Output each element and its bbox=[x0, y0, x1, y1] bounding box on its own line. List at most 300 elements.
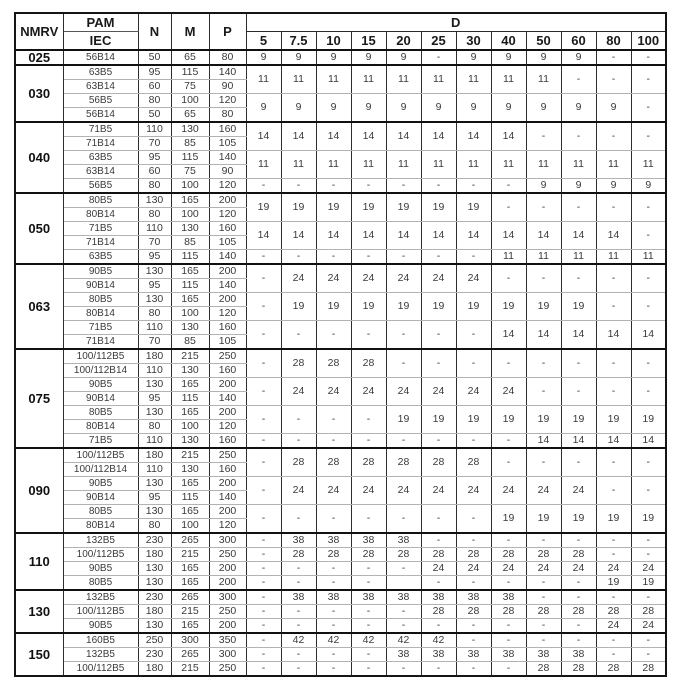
d-value-cell: 11 bbox=[491, 65, 526, 94]
d-value-cell: - bbox=[596, 293, 631, 321]
col-header-ratio-10: 10 bbox=[316, 32, 351, 51]
d-value-cell: 11 bbox=[526, 151, 561, 179]
d-value-cell: 24 bbox=[386, 378, 421, 406]
d-value-cell: 24 bbox=[316, 264, 351, 293]
d-value-cell: - bbox=[246, 619, 281, 634]
m-value-cell: 100 bbox=[171, 307, 209, 321]
d-value-cell: - bbox=[316, 662, 351, 677]
n-value-cell: 130 bbox=[138, 562, 171, 576]
col-header-d: D bbox=[246, 13, 666, 32]
n-value-cell: 130 bbox=[138, 505, 171, 519]
table-row bbox=[15, 193, 666, 208]
m-value-cell: 130 bbox=[171, 122, 209, 137]
p-value-cell: 200 bbox=[209, 576, 246, 591]
m-value-cell: 85 bbox=[171, 236, 209, 250]
d-value-cell: - bbox=[421, 533, 456, 548]
m-value-cell: 165 bbox=[171, 406, 209, 420]
d-value-cell: 19 bbox=[631, 406, 666, 434]
d-value-cell: 24 bbox=[561, 562, 596, 576]
d-value-cell: 19 bbox=[491, 293, 526, 321]
m-value-cell: 115 bbox=[171, 279, 209, 293]
d-value-cell: - bbox=[491, 619, 526, 634]
m-value-cell: 215 bbox=[171, 548, 209, 562]
d-value-cell: 14 bbox=[246, 222, 281, 250]
d-value-cell: - bbox=[421, 250, 456, 265]
d-value-cell: 19 bbox=[351, 293, 386, 321]
iec-flange-cell: 80B14 bbox=[63, 208, 138, 222]
d-value-cell: - bbox=[456, 533, 491, 548]
p-value-cell: 160 bbox=[209, 321, 246, 335]
p-value-cell: 140 bbox=[209, 65, 246, 80]
iec-flange-cell: 71B5 bbox=[63, 321, 138, 335]
iec-flange-cell: 80B5 bbox=[63, 576, 138, 591]
iec-flange-cell: 71B5 bbox=[63, 222, 138, 236]
d-value-cell: - bbox=[351, 406, 386, 434]
d-value-cell: 9 bbox=[491, 50, 526, 65]
d-value-cell: 19 bbox=[421, 406, 456, 434]
m-value-cell: 65 bbox=[171, 50, 209, 65]
d-value-cell: 28 bbox=[456, 548, 491, 562]
col-header-iec: IEC bbox=[63, 32, 138, 51]
d-value-cell: 24 bbox=[421, 477, 456, 505]
d-value-cell: 24 bbox=[281, 378, 316, 406]
d-value-cell: 19 bbox=[526, 406, 561, 434]
d-value-cell: 38 bbox=[421, 590, 456, 605]
d-value-cell: - bbox=[421, 576, 456, 591]
d-value-cell: - bbox=[246, 605, 281, 619]
nmrv-size-label: 030 bbox=[15, 65, 63, 122]
p-value-cell: 250 bbox=[209, 548, 246, 562]
d-value-cell: 28 bbox=[421, 448, 456, 477]
d-value-cell: - bbox=[561, 264, 596, 293]
n-value-cell: 130 bbox=[138, 193, 171, 208]
n-value-cell: 230 bbox=[138, 533, 171, 548]
p-value-cell: 160 bbox=[209, 222, 246, 236]
d-value-cell: - bbox=[351, 662, 386, 677]
d-value-cell: 38 bbox=[316, 533, 351, 548]
d-value-cell: - bbox=[351, 562, 386, 576]
d-value-cell: - bbox=[631, 65, 666, 94]
d-value-cell: 24 bbox=[456, 477, 491, 505]
d-value-cell: - bbox=[281, 576, 316, 591]
d-value-cell: - bbox=[351, 505, 386, 534]
d-value-cell: 24 bbox=[456, 378, 491, 406]
iec-flange-cell: 100/112B5 bbox=[63, 548, 138, 562]
iec-flange-cell: 56B5 bbox=[63, 94, 138, 108]
d-value-cell: 9 bbox=[456, 94, 491, 123]
d-value-cell: 38 bbox=[316, 590, 351, 605]
d-value-cell: 28 bbox=[386, 448, 421, 477]
iec-flange-cell: 132B5 bbox=[63, 648, 138, 662]
d-value-cell: 19 bbox=[561, 406, 596, 434]
d-value-cell: 38 bbox=[281, 590, 316, 605]
d-value-cell: 24 bbox=[421, 264, 456, 293]
d-value-cell: - bbox=[631, 349, 666, 378]
col-header-ratio-7-5: 7.5 bbox=[281, 32, 316, 51]
d-value-cell: - bbox=[281, 619, 316, 634]
nmrv-size-label: 040 bbox=[15, 122, 63, 193]
d-value-cell: 28 bbox=[281, 349, 316, 378]
iec-flange-cell: 90B5 bbox=[63, 477, 138, 491]
d-value-cell: 11 bbox=[351, 151, 386, 179]
n-value-cell: 110 bbox=[138, 122, 171, 137]
d-value-cell: 19 bbox=[491, 406, 526, 434]
d-value-cell: 11 bbox=[456, 151, 491, 179]
n-value-cell: 130 bbox=[138, 576, 171, 591]
table-row bbox=[15, 434, 666, 449]
p-value-cell: 300 bbox=[209, 533, 246, 548]
d-value-cell: 9 bbox=[561, 179, 596, 194]
table-row bbox=[15, 349, 666, 364]
d-value-cell: - bbox=[561, 448, 596, 477]
d-value-cell: 14 bbox=[386, 122, 421, 151]
iec-flange-cell: 100/112B5 bbox=[63, 448, 138, 463]
p-value-cell: 105 bbox=[209, 236, 246, 250]
d-value-cell: 28 bbox=[631, 605, 666, 619]
d-value-cell: - bbox=[561, 590, 596, 605]
d-value-cell: - bbox=[631, 477, 666, 505]
d-value-cell: - bbox=[316, 648, 351, 662]
table-row bbox=[15, 590, 666, 605]
n-value-cell: 95 bbox=[138, 279, 171, 293]
table-row bbox=[15, 562, 666, 576]
table-row bbox=[15, 94, 666, 108]
iec-flange-cell: 100/112B14 bbox=[63, 364, 138, 378]
nmrv-size-label: 130 bbox=[15, 590, 63, 633]
d-value-cell: 19 bbox=[596, 576, 631, 591]
d-value-cell: - bbox=[281, 406, 316, 434]
d-value-cell: - bbox=[561, 576, 596, 591]
d-value-cell: 42 bbox=[316, 633, 351, 648]
spec-table-body bbox=[15, 50, 666, 676]
d-value-cell: 24 bbox=[526, 477, 561, 505]
n-value-cell: 110 bbox=[138, 321, 171, 335]
d-value-cell: - bbox=[386, 619, 421, 634]
d-value-cell: - bbox=[456, 321, 491, 350]
d-value-cell: - bbox=[386, 179, 421, 194]
p-value-cell: 200 bbox=[209, 406, 246, 420]
table-row bbox=[15, 222, 666, 236]
d-value-cell: 11 bbox=[386, 151, 421, 179]
d-value-cell: - bbox=[421, 50, 456, 65]
d-value-cell: - bbox=[631, 448, 666, 477]
col-header-ratio-50: 50 bbox=[526, 32, 561, 51]
col-header-ratio-100: 100 bbox=[631, 32, 666, 51]
d-value-cell: - bbox=[456, 250, 491, 265]
d-value-cell: 19 bbox=[316, 293, 351, 321]
d-value-cell: - bbox=[351, 576, 386, 591]
m-value-cell: 165 bbox=[171, 264, 209, 279]
n-value-cell: 95 bbox=[138, 65, 171, 80]
d-value-cell: 14 bbox=[421, 122, 456, 151]
d-value-cell: 11 bbox=[596, 151, 631, 179]
p-value-cell: 200 bbox=[209, 619, 246, 634]
table-row bbox=[15, 533, 666, 548]
col-header-ratio-5: 5 bbox=[246, 32, 281, 51]
nmrv-size-label: 025 bbox=[15, 50, 63, 65]
d-value-cell: 28 bbox=[421, 548, 456, 562]
n-value-cell: 230 bbox=[138, 590, 171, 605]
d-value-cell: 9 bbox=[316, 94, 351, 123]
p-value-cell: 140 bbox=[209, 250, 246, 265]
n-value-cell: 180 bbox=[138, 605, 171, 619]
d-value-cell: - bbox=[421, 179, 456, 194]
d-value-cell: - bbox=[316, 605, 351, 619]
m-value-cell: 100 bbox=[171, 420, 209, 434]
d-value-cell: - bbox=[281, 662, 316, 677]
iec-flange-cell: 132B5 bbox=[63, 590, 138, 605]
iec-flange-cell: 56B5 bbox=[63, 179, 138, 194]
d-value-cell: 14 bbox=[351, 122, 386, 151]
d-value-cell: 24 bbox=[491, 378, 526, 406]
d-value-cell: 28 bbox=[491, 605, 526, 619]
m-value-cell: 65 bbox=[171, 108, 209, 123]
d-value-cell: 11 bbox=[631, 151, 666, 179]
d-value-cell: - bbox=[246, 264, 281, 293]
m-value-cell: 100 bbox=[171, 519, 209, 534]
d-value-cell: - bbox=[596, 193, 631, 222]
d-value-cell: - bbox=[351, 648, 386, 662]
d-value-cell: - bbox=[631, 222, 666, 250]
d-value-cell: - bbox=[316, 619, 351, 634]
iec-flange-cell: 90B5 bbox=[63, 619, 138, 634]
d-value-cell: 24 bbox=[631, 619, 666, 634]
d-value-cell: - bbox=[456, 662, 491, 677]
d-value-cell: - bbox=[456, 349, 491, 378]
d-value-cell: - bbox=[281, 179, 316, 194]
d-value-cell: - bbox=[596, 122, 631, 151]
d-value-cell: 28 bbox=[281, 548, 316, 562]
d-value-cell: - bbox=[246, 321, 281, 350]
iec-flange-cell: 80B14 bbox=[63, 307, 138, 321]
d-value-cell: 19 bbox=[386, 406, 421, 434]
iec-flange-cell: 71B14 bbox=[63, 335, 138, 350]
iec-flange-cell: 80B14 bbox=[63, 420, 138, 434]
p-value-cell: 160 bbox=[209, 434, 246, 449]
d-value-cell: - bbox=[631, 122, 666, 151]
d-value-cell: 24 bbox=[491, 562, 526, 576]
d-value-cell: - bbox=[561, 533, 596, 548]
iec-flange-cell: 63B5 bbox=[63, 250, 138, 265]
n-value-cell: 60 bbox=[138, 80, 171, 94]
d-value-cell: 9 bbox=[561, 50, 596, 65]
col-header-ratio-20: 20 bbox=[386, 32, 421, 51]
d-value-cell: 28 bbox=[316, 548, 351, 562]
table-row bbox=[15, 65, 666, 80]
d-value-cell: - bbox=[491, 434, 526, 449]
m-value-cell: 165 bbox=[171, 378, 209, 392]
d-value-cell: - bbox=[596, 65, 631, 94]
d-value-cell: 11 bbox=[246, 65, 281, 94]
d-value-cell bbox=[386, 576, 421, 591]
d-value-cell: - bbox=[421, 505, 456, 534]
d-value-cell: - bbox=[596, 477, 631, 505]
d-value-cell: 28 bbox=[491, 548, 526, 562]
d-value-cell: - bbox=[631, 633, 666, 648]
d-value-cell: 28 bbox=[351, 548, 386, 562]
d-value-cell: - bbox=[386, 605, 421, 619]
d-value-cell: - bbox=[386, 250, 421, 265]
m-value-cell: 85 bbox=[171, 335, 209, 350]
d-value-cell: 14 bbox=[526, 321, 561, 350]
m-value-cell: 165 bbox=[171, 293, 209, 307]
p-value-cell: 200 bbox=[209, 293, 246, 307]
d-value-cell: 19 bbox=[596, 505, 631, 534]
d-value-cell: 28 bbox=[421, 605, 456, 619]
d-value-cell: 38 bbox=[421, 648, 456, 662]
table-row bbox=[15, 179, 666, 194]
d-value-cell: 38 bbox=[561, 648, 596, 662]
d-value-cell: 28 bbox=[526, 605, 561, 619]
d-value-cell: - bbox=[351, 434, 386, 449]
p-value-cell: 250 bbox=[209, 448, 246, 463]
d-value-cell: - bbox=[351, 250, 386, 265]
d-value-cell: 14 bbox=[316, 122, 351, 151]
d-value-cell: 19 bbox=[316, 193, 351, 222]
d-value-cell: 9 bbox=[561, 94, 596, 123]
p-value-cell: 200 bbox=[209, 193, 246, 208]
d-value-cell: 9 bbox=[351, 94, 386, 123]
d-value-cell: - bbox=[631, 50, 666, 65]
d-value-cell: - bbox=[491, 576, 526, 591]
d-value-cell: - bbox=[421, 321, 456, 350]
d-value-cell: - bbox=[246, 434, 281, 449]
d-value-cell: 28 bbox=[526, 662, 561, 677]
p-value-cell: 200 bbox=[209, 477, 246, 491]
d-value-cell: 14 bbox=[246, 122, 281, 151]
d-value-cell: 19 bbox=[456, 293, 491, 321]
d-value-cell: 14 bbox=[526, 222, 561, 250]
d-value-cell: 19 bbox=[281, 293, 316, 321]
d-value-cell: - bbox=[561, 122, 596, 151]
d-value-cell: 14 bbox=[596, 222, 631, 250]
d-value-cell: - bbox=[526, 122, 561, 151]
d-value-cell: 14 bbox=[561, 434, 596, 449]
d-value-cell: 9 bbox=[526, 179, 561, 194]
m-value-cell: 100 bbox=[171, 208, 209, 222]
d-value-cell: - bbox=[596, 349, 631, 378]
d-value-cell: 9 bbox=[281, 50, 316, 65]
d-value-cell: - bbox=[281, 321, 316, 350]
d-value-cell: - bbox=[631, 264, 666, 293]
pam-iec-dimension-table bbox=[14, 12, 667, 677]
table-row bbox=[15, 264, 666, 279]
d-value-cell: 14 bbox=[596, 321, 631, 350]
iec-flange-cell: 80B5 bbox=[63, 406, 138, 420]
n-value-cell: 180 bbox=[138, 662, 171, 677]
d-value-cell: 11 bbox=[526, 65, 561, 94]
m-value-cell: 130 bbox=[171, 434, 209, 449]
d-value-cell: - bbox=[631, 590, 666, 605]
d-value-cell: - bbox=[386, 505, 421, 534]
m-value-cell: 215 bbox=[171, 349, 209, 364]
d-value-cell: 24 bbox=[316, 378, 351, 406]
nmrv-size-label: 050 bbox=[15, 193, 63, 264]
iec-flange-cell: 63B5 bbox=[63, 65, 138, 80]
iec-flange-cell: 63B14 bbox=[63, 165, 138, 179]
d-value-cell: 11 bbox=[281, 151, 316, 179]
d-value-cell: - bbox=[351, 605, 386, 619]
d-value-cell: 14 bbox=[386, 222, 421, 250]
d-value-cell: 9 bbox=[631, 179, 666, 194]
m-value-cell: 75 bbox=[171, 80, 209, 94]
d-value-cell: 24 bbox=[561, 477, 596, 505]
d-value-cell: - bbox=[596, 448, 631, 477]
d-value-cell: 28 bbox=[351, 448, 386, 477]
d-value-cell: 11 bbox=[386, 65, 421, 94]
m-value-cell: 130 bbox=[171, 364, 209, 378]
d-value-cell: - bbox=[631, 548, 666, 562]
m-value-cell: 215 bbox=[171, 448, 209, 463]
p-value-cell: 105 bbox=[209, 137, 246, 151]
d-value-cell: 38 bbox=[456, 648, 491, 662]
d-value-cell: 11 bbox=[421, 151, 456, 179]
n-value-cell: 80 bbox=[138, 307, 171, 321]
d-value-cell: 9 bbox=[281, 94, 316, 123]
table-row bbox=[15, 662, 666, 677]
m-value-cell: 130 bbox=[171, 463, 209, 477]
p-value-cell: 90 bbox=[209, 80, 246, 94]
m-value-cell: 100 bbox=[171, 179, 209, 194]
p-value-cell: 140 bbox=[209, 279, 246, 293]
d-value-cell: - bbox=[526, 590, 561, 605]
d-value-cell: - bbox=[596, 533, 631, 548]
d-value-cell: - bbox=[631, 193, 666, 222]
p-value-cell: 120 bbox=[209, 208, 246, 222]
d-value-cell: 9 bbox=[456, 50, 491, 65]
col-header-ratio-40: 40 bbox=[491, 32, 526, 51]
d-value-cell: - bbox=[491, 533, 526, 548]
m-value-cell: 165 bbox=[171, 477, 209, 491]
nmrv-size-label: 075 bbox=[15, 349, 63, 448]
table-row bbox=[15, 477, 666, 491]
d-value-cell: 28 bbox=[316, 448, 351, 477]
d-value-cell: 14 bbox=[456, 122, 491, 151]
d-value-cell: 19 bbox=[456, 193, 491, 222]
d-value-cell: 14 bbox=[281, 222, 316, 250]
col-header-ratio-30: 30 bbox=[456, 32, 491, 51]
n-value-cell: 95 bbox=[138, 392, 171, 406]
d-value-cell: 24 bbox=[631, 562, 666, 576]
d-value-cell: 19 bbox=[526, 505, 561, 534]
d-value-cell: - bbox=[631, 293, 666, 321]
iec-flange-cell: 100/112B5 bbox=[63, 349, 138, 364]
n-value-cell: 50 bbox=[138, 50, 171, 65]
p-value-cell: 120 bbox=[209, 94, 246, 108]
iec-flange-cell: 90B5 bbox=[63, 562, 138, 576]
d-value-cell: 38 bbox=[386, 648, 421, 662]
d-value-cell: - bbox=[351, 619, 386, 634]
d-value-cell: 42 bbox=[421, 633, 456, 648]
d-value-cell: 14 bbox=[631, 321, 666, 350]
d-value-cell: - bbox=[386, 349, 421, 378]
d-value-cell: - bbox=[526, 576, 561, 591]
d-value-cell: - bbox=[526, 448, 561, 477]
d-value-cell: 9 bbox=[596, 179, 631, 194]
table-row bbox=[15, 250, 666, 265]
d-value-cell: 38 bbox=[351, 590, 386, 605]
d-value-cell: 11 bbox=[561, 151, 596, 179]
d-value-cell: - bbox=[246, 648, 281, 662]
d-value-cell: 14 bbox=[631, 434, 666, 449]
d-value-cell: - bbox=[631, 378, 666, 406]
n-value-cell: 130 bbox=[138, 406, 171, 420]
d-value-cell: 24 bbox=[596, 562, 631, 576]
d-value-cell: 19 bbox=[386, 193, 421, 222]
d-value-cell: 14 bbox=[561, 321, 596, 350]
p-value-cell: 200 bbox=[209, 264, 246, 279]
iec-flange-cell: 132B5 bbox=[63, 533, 138, 548]
